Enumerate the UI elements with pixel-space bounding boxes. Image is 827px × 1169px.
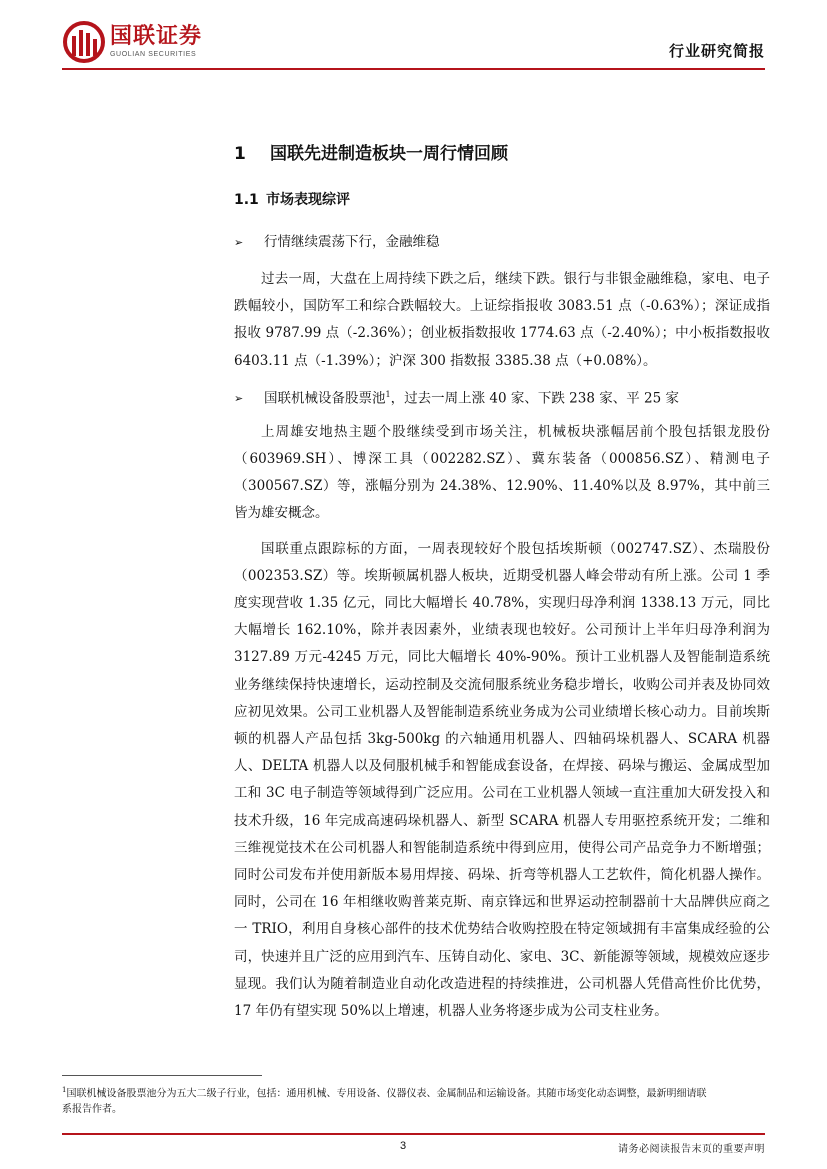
disclaimer-notice: 请务必阅读报告末页的重要声明 bbox=[618, 1144, 765, 1155]
footnote-reference[interactable]: 1 bbox=[385, 389, 391, 399]
footnote bbox=[62, 1082, 712, 1118]
header-divider bbox=[62, 68, 765, 70]
body-paragraph: 上周雄安地热主题个股继续受到市场关注，机械板块涨幅居前个股包括银龙股份（603969.SH）、博深工具（002282.SZ）、冀东装备（000856.SZ）、精测电子（300567.SZ）等，涨幅分别为 24.38%、12.90%、11.40%以及 8.97%，其中前三皆为雄安概念。 bbox=[234, 423, 770, 522]
bullet-text: 国联机械设备股票池 bbox=[264, 390, 386, 407]
footnote-divider bbox=[62, 1075, 262, 1076]
logo-chinese-name: 国联证券 bbox=[110, 24, 203, 49]
report-type-label: 行业研究简报 bbox=[668, 42, 765, 60]
subsection-number: 1.1 bbox=[234, 192, 259, 208]
body-paragraph: 国联重点跟踪标的方面，一周表现较好个股包括埃斯顿（002747.SZ）、杰瑞股份（002353.SZ）等。埃斯顿属机器人板块，近期受机器人峰会带动有所上涨。公司 1 季度实现营收 1.35 亿元，同比大幅增长 40.78%，实现归母净利润 1338.13 万元，同比大幅增长 162.10%，除并表因素外，业绩表现也较好。公司预计上半年归母净利润为 3127.89 万元-4245 万元，同比大幅增长 40%-90%。预计工业机器人及智能制造系统业务继续保持快速增长，运动控制及交流伺服系统业务稳步增长，收购公司并表及协同效应初见效果。公司工业机器人及智能制造系统业务成为公司业绩增长核心动力。目前埃斯顿的机器人产品包括 3kg-500kg 的六轴通用机器人、四轴码垛机器人、SCARA 机器人、DELTA 机器人以及伺服机械手和智能成套设备，在焊接、码垛与搬运、金属成型加工和 3C 电子制造等领域得到广泛应用。公司在工业机器人领域一直注重加大研发投入和技术升级，16 年完成高速码垛机器人、新型 SCARA 机器人专用驱控系统开发；二维和三维视觉技术在公司机器人和智能制造系统中得到应用，使得公司产品竞争力不断增强；同时公司发布并使用新版本易用焊接、码垛、折弯等机器人工艺软件，简化机器人操作。同时，公司在 16 年相继收购普莱克斯、南京锋远和世界运动控制器前十大品牌供应商之一 TRIO，利用自身核心部件的技术优势结合收购控股在特定领域拥有丰富集成经验的公司，快速并且广泛的应用到汽车、压铸自动化、家电、3C、新能源等领域，规模效应逐步显现。我们认为随着制造业自动化改造进程的持续推进，公司机器人凭借高性价比优势，17 年仍有望实现 50%以上增速，机器人业务将逐步成为公司支柱业务。 bbox=[234, 540, 770, 1020]
bullet-text-continued: ，过去一周上涨 40 家、下跌 238 家、平 25 家 bbox=[390, 390, 679, 407]
arrow-bullet-icon: ➢ bbox=[234, 236, 244, 249]
company-logo bbox=[62, 20, 202, 64]
subsection-title: 市场表现综评 bbox=[266, 192, 350, 208]
bullet-point bbox=[234, 383, 770, 407]
bullet-point bbox=[234, 230, 770, 254]
subsection-heading bbox=[234, 188, 770, 212]
section-title: 国联先进制造板块一周行情回顾 bbox=[270, 144, 508, 164]
main-content bbox=[234, 140, 770, 1033]
arrow-bullet-icon: ➢ bbox=[234, 392, 244, 406]
footnote-marker: 1 bbox=[62, 1086, 67, 1094]
footer-divider bbox=[62, 1133, 765, 1135]
body-paragraph: 过去一周，大盘在上周持续下跌之后，继续下跌。银行与非银金融维稳，家电、电子跌幅较小，国防军工和综合跌幅较大。上证综指报收 3083.51 点（-0.63%）；深证成指报收 9787.99 点（-2.36%）；创业板指数报收 1774.63 点（-2.40%）；中小板指数报收 6403.11 点（-1.39%）；沪深 300 指数报 3385.38 点（+0.08%）。 bbox=[234, 271, 770, 369]
logo-english-name: GUOLIAN SECURITIES bbox=[110, 51, 197, 58]
page-header bbox=[0, 0, 827, 80]
footnote-text: 国联机械设备股票池分为五大二级子行业，包括：通用机械、专用设备、仪器仪表、金属制品和运输设备。其随市场变化动态调整，最新明细请联系报告作者。 bbox=[62, 1088, 707, 1116]
section-number: 1 bbox=[234, 144, 246, 164]
bullet-text: 行情继续震荡下行，金融维稳 bbox=[264, 234, 440, 250]
page-number: 3 bbox=[400, 1140, 407, 1152]
guolian-logo-icon bbox=[62, 20, 106, 64]
section-heading bbox=[234, 140, 770, 168]
